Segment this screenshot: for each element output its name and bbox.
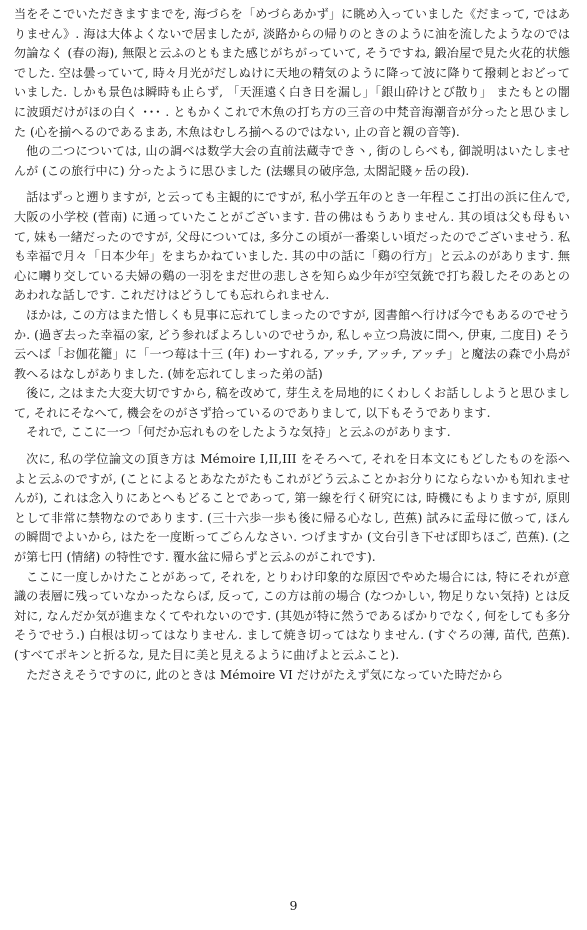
paragraph: それで, ここに一つ「何だか忘れものをしたような気持」と云ふのがあります. <box>26 425 451 440</box>
page-number: 9 <box>289 898 298 913</box>
paragraph: ここに一度しかけたことがあって, それを, とりわけ印象的な原因でやめた場合には, 特にそれが意識の表層に残っていなかったならば, 反って, この方は前の場合 (なつかしい, 物足りない気持) とは反対に, なんだか気が進まなくてやれないのです. (其処が特に然うであるばかりでなく, 何をしても多分そうでせう.) 白根は切ってはなりません. まして焼き切ってはなりません. (すぐろの薄, 苗代, 芭蕉). (すべてポキンと折るな, 見た目に美と見えるように曲げよと云ふこと). <box>14 569 570 662</box>
paragraph: たださえそうですのに, 此のときは Mémoire VI だけがたえず気になっていた時だから <box>26 667 504 682</box>
paragraph: 他の二つについては, 山の調べは数学大会の直前法蔵寺でき丶, 街のしらべも, 御説明はいたしませんが (この旅行中に) 分ったように思ひました (法螺貝の破序急, 太閤記賤ヶ岳の段). <box>14 144 570 178</box>
paragraph: 次に, 私の学位論文の頂き方は Mémoire I,II,III をそろへて, それを日本文にもどしたものを添へよと云ふのですが, (ことによるとあなたがたもこれがどう云ふことかお分りにならないかも知れませんが), これは念入りにあとへもどることであって, 第一線を行く研究には, 時機にもよりますが, 原則として非常に禁物なのであります. (三十六歩一歩も後に帰る心なし, 芭蕉) 試みに孟母に倣って, ほんの瞬間でよいから, はたを一度断ってごらんなさい. つげますか (文台引き下せば即ちほご, 芭蕉). (之が第七円 (情緒) の特性です. 覆水盆に帰らずと云ふのがこれです). <box>14 452 570 565</box>
body-text <box>14 5 570 685</box>
paragraph: 話はずっと遡りますが, と云っても主観的にですが, 私小学五年のとき一年程ここ打出の浜に住んで, 大阪の小学校 (菅南) に通っていたことがございます. 昔の佛はもうありません. 其の頃は父も母もいて, 妹も一緒だったのですが, 父母については, 多分この頃が一番楽しい頃だったのでございませう. 私も幸福で月々「日本少年」をまちかねていました. 其の中の話に「鷄の行方」と云ふのがあります. 無心に囀り交している夫婦の鷄の一羽をまだ世の悲しさを知らぬ少年が空気銃で打ち殺したそのあとのあわれな話しです. これだけはどうしても忘れられません. <box>14 190 570 303</box>
paragraph: 後に, 之はまた大変大切ですから, 稿を改めて, 芽生えを局地的にくわしくお話ししようと思ひまして, それにそなへて, 機会をのがさず拾っているのでありまして, 以下もそうであります. <box>14 386 570 420</box>
paragraph: 当をそこでいただきますまでを, 海づらを「めづらあかず」に眺め入っていました《だまって, ではありません》. 海は大体よくないで居ましたが, 淡路からの帰りのときのように油を流したようなのでは勿論なく (春の海), 無限と云ふのともまた感じがちがっていて, そうですね, 鍛冶屋で見た火花的状態でした. 空は曇っていて, 時々月光がだしぬけに天地の精気のように降って波に降りて撥刺とおどっていました. しかも景色は瞬時も止らず, 「天涯遠く白き日を漏し」「銀山砕けとび散り」 またもとの闇に波頭だけがほの白く ･･･ . ともかくこれで木魚の打ち方の三音の中梵音海潮音が分ったと思ひました (心を揃へるのであるまあ, 木魚はむしろ揃へるのではない, 止の音と親の音等). <box>14 7 570 139</box>
paragraph: ほかは, この方はまた惜しくも見事に忘れてしまったのですが, 図書館へ行けば今でもあるのでせうか. (過ぎ去った幸福の家, どう参ればよろしいのでせうか, 私しゃ立つ鳥波に問へ, 伊東, 二度目) そう云へば「お伽花籠」に「一つ莓は十三 (年) わーすれる, アッチ, アッチ, アッチ」と魔法の森で小鳥が教へるはなしがありました. (姉を忘れてしまった弟の話) <box>14 307 570 381</box>
